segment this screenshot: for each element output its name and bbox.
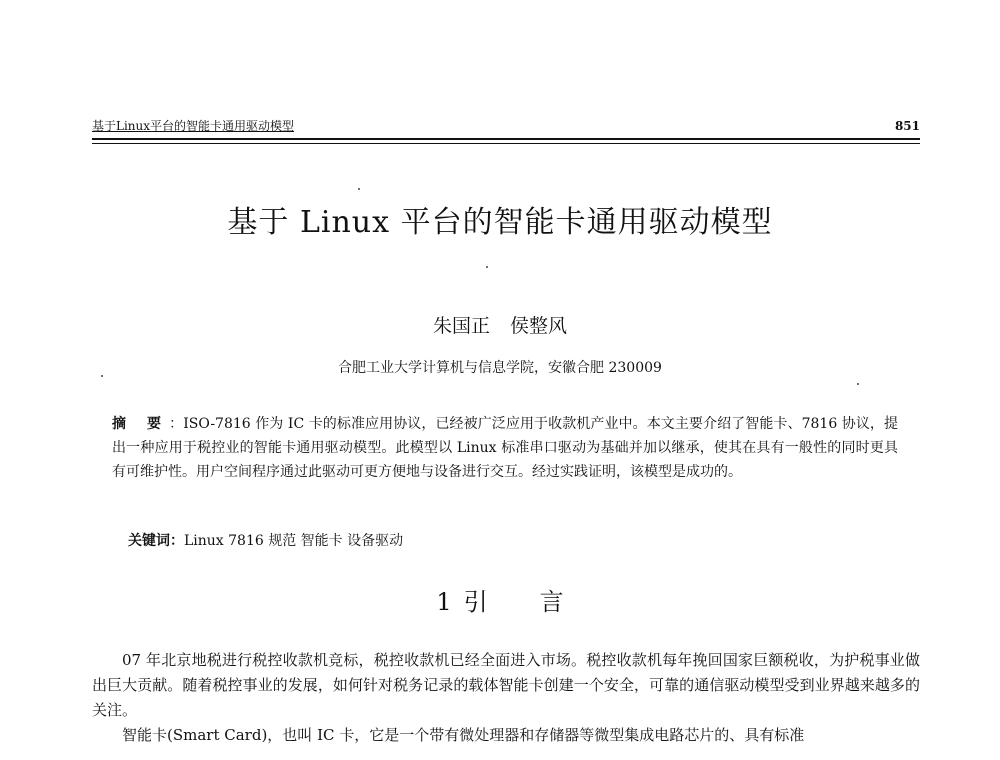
header-rule-thick: [92, 138, 920, 140]
abstract-label: 摘 要: [112, 416, 170, 432]
body-text: [92, 648, 920, 748]
body-paragraph: 07 年北京地税进行税控收款机竞标，税控收款机已经全面进入市场。税控收款机每年挽回国家巨额税收，为护税事业做出巨大贡献。随着税控事业的发展，如何针对税务记录的载体智能卡创建一个安全，可靠的通信驱动模型受到业界越来越多的关注。: [92, 651, 920, 719]
abstract-separator: ：: [169, 416, 184, 432]
scan-speck: [857, 383, 859, 385]
abstract-text: ISO-7816 作为 IC 卡的标准应用协议，已经被广泛应用于收款机产业中。本文主要介绍了智能卡、7816 协议，提出一种应用于税控业的智能卡通用驱动模型。此模型以 Linux 标准串口驱动为基础并加以继承，使其在具有一般性的同时更具有可维护性。用户空间程序通过此驱动可更方便地与设备进行交互。经过实践证明，该模型是成功的。: [112, 416, 899, 480]
keywords-text: Linux 7816 规范 智能卡 设备驱动: [184, 533, 404, 549]
paper-title: 基于 Linux 平台的智能卡通用驱动模型: [227, 205, 773, 240]
paper-authors: 朱国正 侯整风: [432, 315, 568, 337]
page-number: 851: [894, 119, 920, 133]
body-paragraph: 智能卡(Smart Card)，也叫 IC 卡，它是一个带有微处理器和存储器等微型集成电路芯片的、具有标准: [122, 726, 805, 744]
scan-speck: [358, 188, 360, 190]
scan-speck: [486, 266, 488, 268]
section-title: 引言: [463, 588, 616, 616]
running-head-title: 基于Linux平台的智能卡通用驱动模型: [92, 119, 295, 133]
keywords: [128, 530, 898, 552]
running-head: [92, 117, 920, 135]
paper-affiliation: 合肥工业大学计算机与信息学院，安徽合肥 230009: [338, 360, 662, 376]
section-heading: [0, 585, 1000, 619]
section-number: 1: [436, 588, 452, 616]
header-rule-thin: [92, 143, 920, 144]
abstract: [112, 412, 898, 484]
keywords-label: 关键词：: [128, 533, 184, 549]
